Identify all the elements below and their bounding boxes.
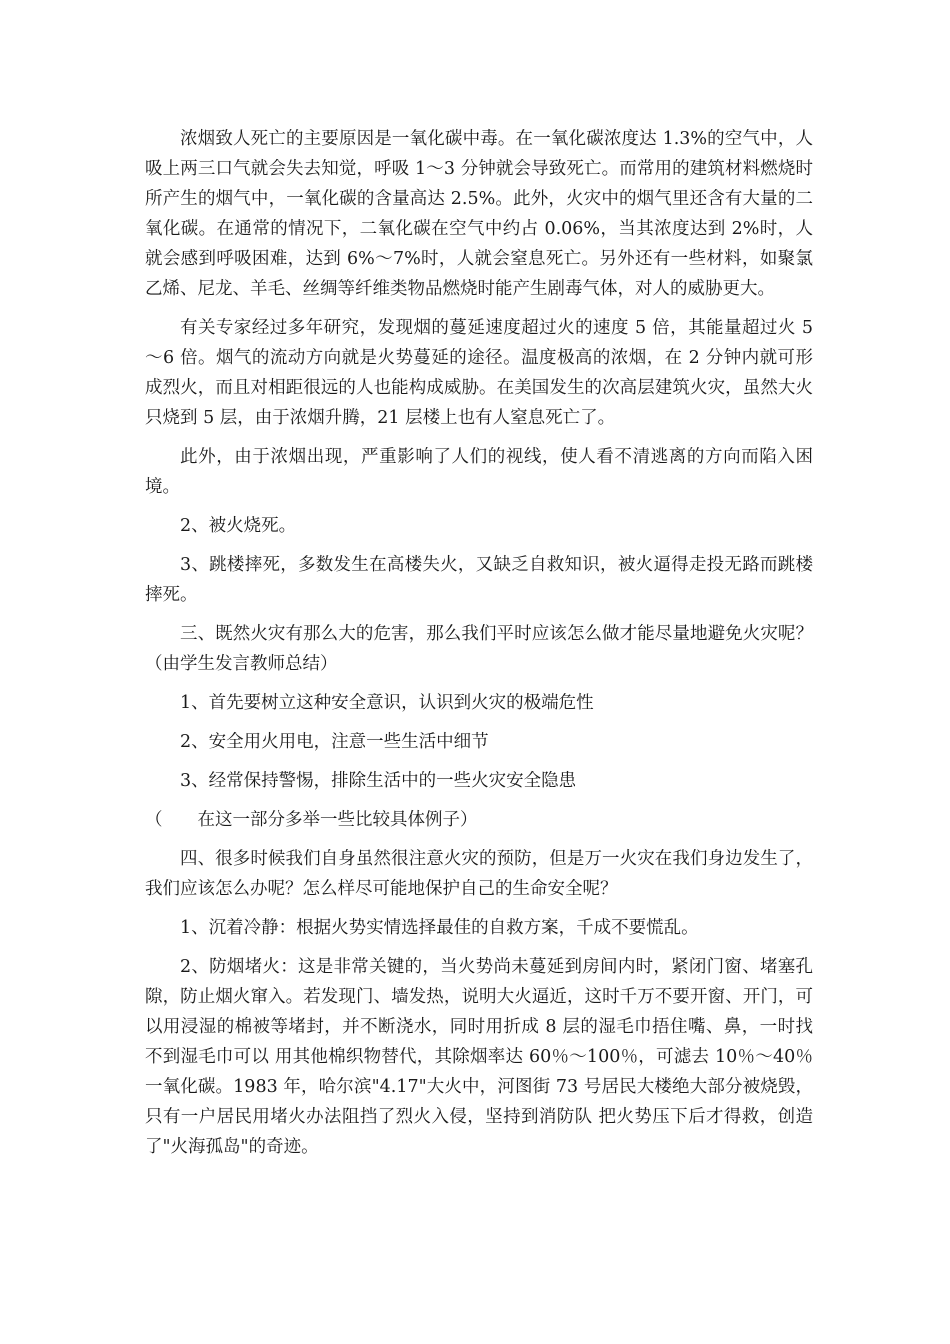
paragraph-section-three: 三、既然火灾有那么大的危害，那么我们平时应该怎么做才能尽量地避免火灾呢？（由学生发言教师总结） <box>145 624 813 674</box>
paragraph-smoke-spread: 有关专家经过多年研究，发现烟的蔓延速度超过火的速度 5 倍，其能量超过火 5～6 倍。烟气的流动方向就是火势蔓延的途径。温度极高的浓烟，在 2 分钟内就可形成烈火，而且对相距很远的人也能构成威胁。在美国发生的次高层建筑火灾，虽然大火只烧到 5 层，由于浓烟升腾，21 层楼上也有人窒息死亡了。 <box>145 318 813 428</box>
paragraph-safe-electricity: 2、安全用火用电，注意一些生活中细节 <box>180 732 489 752</box>
paragraph-jumping: 3、跳楼摔死，多数发生在高楼失火，又缺乏自救知识，被火逼得走投无路而跳楼摔死。 <box>145 555 813 605</box>
paragraph-burned: 2、被火烧死。 <box>180 516 297 536</box>
paragraph-smoke-poisoning: 浓烟致人死亡的主要原因是一氧化碳中毒。在一氧化碳浓度达 1.3%的空气中，人吸上两三口气就会失去知觉，呼吸 1～3 分钟就会导致死亡。而常用的建筑材料燃烧时所产生的烟气中，一氧化碳的含量高达 2.5%。此外，火灾中的烟气里还含有大量的二氧化碳。在通常的情况下，二氧化碳在空气中约占 0.06%，当其浓度达到 2%时，人就会感到呼吸困难，达到 6%～7%时，人就会窒息死亡。另外还有一些材料，如聚氯乙烯、尼龙、羊毛、丝绸等纤维类物品燃烧时能产生剧毒气体，对人的威胁更大。 <box>145 129 813 299</box>
paragraph-smoke-visibility: 此外，由于浓烟出现，严重影响了人们的视线，使人看不清逃离的方向而陷入困境。 <box>145 447 813 497</box>
document-page <box>145 124 813 1171</box>
paragraph-examples-note: （ 在这一部分多举一些比较具体例子） <box>145 810 478 830</box>
paragraph-vigilance: 3、经常保持警惕，排除生活中的一些火灾安全隐患 <box>180 771 577 791</box>
paragraph-stay-calm: 1、沉着冷静：根据火势实情选择最佳的自救方案，千成不要慌乱。 <box>180 918 699 938</box>
paragraph-block-smoke: 2、防烟堵火：这是非常关键的，当火势尚未蔓延到房间内时，紧闭门窗、堵塞孔隙，防止烟火窜入。若发现门、墙发热，说明大火逼近，这时千万不要开窗、开门，可以用浸湿的棉被等堵封，并不断浇水，同时用折成 8 层的湿毛巾捂住嘴、鼻，一时找不到湿毛巾可以 用其他棉织物替代，其除烟率达 60％～100％，可滤去 10％～40％一氧化碳。1983 年，哈尔滨"4.17"大火中，河图街 73 号居民大楼绝大部分被烧毁，只有一户居民用堵火办法阻挡了烈火入侵，坚持到消防队 把火势压下后才得救，创造了"火海孤岛"的奇迹。 <box>145 957 813 1157</box>
paragraph-safety-awareness: 1、首先要树立这种安全意识，认识到火灾的极端危性 <box>180 693 594 713</box>
paragraph-section-four: 四、很多时候我们自身虽然很注意火灾的预防，但是万一火灾在我们身边发生了，我们应该怎么办呢？怎么样尽可能地保护自己的生命安全呢？ <box>145 849 813 899</box>
